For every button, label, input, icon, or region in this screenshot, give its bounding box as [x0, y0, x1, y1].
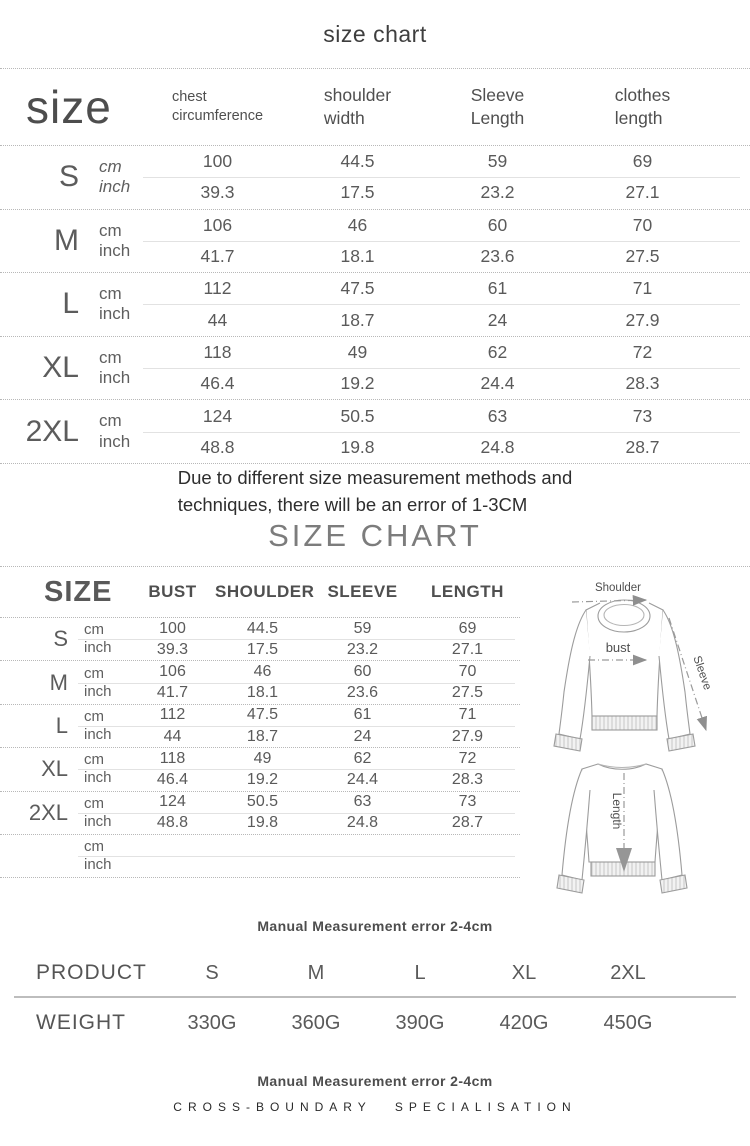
tolerance-note-line2: techniques, there will be an error of 1-3CM — [177, 494, 528, 515]
cm-value: 44.5 — [246, 619, 279, 637]
inch-value: 28.7 — [625, 436, 660, 457]
size-row-s — [0, 146, 750, 210]
sweater-diagram-svg — [542, 570, 750, 915]
size-table-secondary — [0, 567, 520, 878]
inch-value: 46.4 — [156, 770, 189, 788]
product-weight: 450G — [603, 1011, 653, 1034]
size-row-l — [0, 273, 750, 337]
product-size: XL — [511, 961, 537, 984]
cm-value: 62 — [487, 341, 508, 362]
size-label: 2XL — [25, 414, 79, 448]
size-label — [0, 835, 80, 877]
column-header-length: LENGTH — [431, 582, 504, 601]
cm-value: 73 — [458, 793, 477, 811]
cm-value: 60 — [487, 214, 508, 235]
tolerance-note-line1: Due to different size measurement methods and — [177, 467, 573, 488]
inch-value: 23.6 — [346, 684, 379, 702]
cm-value: 69 — [458, 619, 477, 637]
inch-value: 44 — [163, 727, 182, 745]
size-row-xl — [0, 337, 750, 401]
product-weight: 390G — [395, 1011, 445, 1034]
inch-value: 24.4 — [346, 770, 379, 788]
cm-value: 61 — [487, 278, 508, 299]
inch-value: 23.2 — [346, 640, 379, 658]
size-label: S — [53, 626, 68, 652]
cm-value: 106 — [159, 662, 186, 680]
cm-value: 71 — [632, 278, 653, 299]
unit-inch-label: inch — [84, 812, 112, 830]
inch-value — [415, 856, 520, 877]
cm-value: 44.5 — [340, 151, 375, 172]
column-header-shoulder: SHOULDER — [215, 582, 315, 601]
unit-cm-label: cm — [84, 621, 104, 639]
cm-value: 71 — [458, 706, 477, 724]
inch-value: 19.2 — [340, 373, 375, 394]
unit-cm-label: cm — [84, 664, 104, 682]
inch-value: 27.1 — [451, 640, 484, 658]
inch-value: 41.7 — [156, 684, 189, 702]
inch-value: 24 — [353, 727, 372, 745]
measurement-note-footer: Manual Measurement error 2-4cm — [257, 1073, 493, 1089]
inch-value: 18.1 — [246, 684, 279, 702]
inch-value — [130, 856, 215, 877]
cm-value: 46 — [347, 214, 368, 235]
product-row — [0, 950, 750, 996]
column-header-bust: BUST — [148, 582, 197, 601]
cm-inch-divider — [143, 177, 740, 178]
product-size: L — [414, 961, 426, 984]
inch-value: 23.2 — [480, 182, 515, 203]
inch-value: 41.7 — [200, 246, 235, 267]
inch-value: 27.9 — [625, 309, 660, 330]
unit-labels — [95, 210, 145, 273]
cm-value: 124 — [202, 405, 233, 426]
column-header-length: clothes length — [614, 85, 671, 128]
product-size: 2XL — [610, 961, 646, 984]
inch-value: 28.3 — [451, 770, 484, 788]
cm-value — [415, 835, 520, 856]
cm-inch-divider — [143, 304, 740, 305]
unit-inch-label: inch — [99, 304, 131, 324]
cm-value: 49 — [347, 341, 368, 362]
cm-value: 69 — [632, 151, 653, 172]
cm-value: 61 — [353, 706, 372, 724]
inch-value: 24.8 — [346, 814, 379, 832]
size-row-2xl — [0, 400, 750, 464]
cm-value: 59 — [353, 619, 372, 637]
inch-value: 17.5 — [246, 640, 279, 658]
cm-value: 62 — [353, 749, 372, 767]
inch-value: 19.8 — [340, 436, 375, 457]
unit-labels — [95, 400, 145, 463]
sweater-front-outline — [554, 600, 695, 751]
size-table-primary-header — [0, 68, 750, 146]
column-header-sleeve: Sleeve Length — [470, 85, 525, 128]
unit-cm-label: cm — [84, 751, 104, 769]
size-row-empty — [0, 835, 520, 878]
inch-value: 27.9 — [451, 727, 484, 745]
product-size: S — [205, 961, 219, 984]
unit-inch-label: inch — [99, 368, 131, 388]
unit-inch-label: inch — [84, 682, 112, 700]
unit-cm-label: cm — [99, 284, 122, 304]
size-label: M — [54, 223, 79, 257]
inch-value: 44 — [207, 309, 228, 330]
cm-value: 50.5 — [340, 405, 375, 426]
sleeve-label: Sleeve — [690, 654, 714, 692]
unit-inch-label: inch — [84, 725, 112, 743]
column-header-shoulder: shoulder width — [323, 85, 392, 128]
size-row-s — [0, 618, 520, 661]
cm-value: 47.5 — [246, 706, 279, 724]
cm-value: 70 — [458, 662, 477, 680]
unit-cm-label: cm — [99, 156, 122, 176]
size-row-m — [0, 210, 750, 274]
cm-value: 118 — [159, 749, 186, 767]
inch-value: 28.3 — [625, 373, 660, 394]
inch-value: 18.7 — [340, 309, 375, 330]
shoulder-arrow — [572, 582, 646, 602]
inch-value: 27.1 — [625, 182, 660, 203]
cm-value: 118 — [203, 341, 232, 362]
cm-value: 100 — [202, 151, 233, 172]
length-label: Length — [610, 792, 624, 830]
inch-value: 27.5 — [625, 246, 660, 267]
cm-value: 46 — [253, 662, 272, 680]
product-weight: 360G — [291, 1011, 341, 1034]
cm-inch-divider — [143, 241, 740, 242]
cm-value: 70 — [632, 214, 653, 235]
size-label: L — [55, 712, 68, 738]
unit-cm-label: cm — [99, 220, 122, 240]
inch-value: 48.8 — [200, 436, 235, 457]
size-table-secondary-header — [0, 567, 520, 618]
product-row-label: PRODUCT — [36, 961, 147, 984]
inch-value: 46.4 — [200, 373, 235, 394]
unit-cm-label: cm — [84, 707, 104, 725]
size-table-primary — [0, 68, 750, 464]
size-label: XL — [41, 756, 68, 782]
cm-value: 106 — [202, 214, 233, 235]
brand-tagline: CROSS-BOUNDARY SPECIALISATION — [173, 1100, 577, 1114]
inch-value — [310, 856, 415, 877]
cm-value: 112 — [203, 278, 232, 299]
inch-value — [215, 856, 310, 877]
unit-inch-label: inch — [99, 431, 131, 451]
unit-labels — [95, 146, 145, 209]
product-weight: 330G — [187, 1011, 237, 1034]
unit-cm-label: cm — [99, 347, 122, 367]
measurement-note: Manual Measurement error 2-4cm — [257, 918, 493, 934]
inch-value: 48.8 — [156, 814, 189, 832]
unit-cm-label: cm — [84, 838, 104, 856]
cm-value — [310, 835, 415, 856]
inch-value: 23.6 — [480, 246, 515, 267]
bust-label: bust — [605, 640, 631, 655]
table1-corner-label: size — [26, 80, 112, 133]
inch-value: 24.8 — [480, 436, 515, 457]
cm-value: 73 — [632, 405, 653, 426]
unit-labels — [95, 337, 145, 400]
unit-inch-label: inch — [84, 856, 112, 874]
sweater-measurement-diagram — [542, 570, 750, 915]
section2-title: SIZE CHART — [268, 518, 482, 553]
tolerance-note — [0, 464, 750, 518]
column-header-sleeve: SLEEVE — [327, 582, 398, 601]
cm-value: 60 — [353, 662, 372, 680]
size-row-m — [0, 661, 520, 704]
unit-inch-label: inch — [99, 177, 131, 197]
cm-value: 72 — [458, 749, 477, 767]
size-label: M — [49, 669, 68, 695]
size-label: S — [58, 160, 79, 194]
cm-inch-divider — [143, 432, 740, 433]
cm-inch-divider — [78, 683, 515, 684]
unit-cm-label: cm — [99, 411, 122, 431]
inch-value: 18.7 — [246, 727, 279, 745]
inch-value: 17.5 — [340, 182, 375, 203]
cm-inch-divider — [143, 368, 740, 369]
cm-value: 49 — [253, 749, 272, 767]
unit-inch-label: inch — [84, 639, 112, 657]
inch-value: 24.4 — [480, 373, 515, 394]
inch-value: 28.7 — [451, 814, 484, 832]
cm-value — [130, 835, 215, 856]
cm-value: 47.5 — [340, 278, 375, 299]
size-table-secondary-rows — [0, 618, 520, 878]
inch-value: 24 — [487, 309, 508, 330]
unit-inch-label: inch — [84, 769, 112, 787]
size-label: XL — [42, 351, 79, 385]
weight-table — [0, 950, 750, 1048]
inch-value: 18.1 — [340, 246, 375, 267]
cm-value: 112 — [159, 706, 186, 724]
cm-value: 50.5 — [246, 793, 279, 811]
cm-inch-divider — [78, 813, 515, 814]
weight-row — [0, 998, 750, 1048]
product-size: M — [307, 961, 325, 984]
cm-inch-divider — [78, 769, 515, 770]
size-row-xl — [0, 748, 520, 791]
cm-value: 63 — [487, 405, 508, 426]
cm-value: 100 — [159, 619, 186, 637]
size-table-primary-rows — [0, 146, 750, 464]
cm-inch-divider — [78, 856, 515, 857]
header — [0, 0, 750, 69]
product-weight: 420G — [499, 1011, 549, 1034]
inch-value: 19.8 — [246, 814, 279, 832]
size-label: L — [62, 287, 79, 321]
unit-cm-label: cm — [84, 794, 104, 812]
size-row-2xl — [0, 792, 520, 835]
inch-value: 19.2 — [246, 770, 279, 788]
cm-inch-divider — [78, 726, 515, 727]
weight-row-label: WEIGHT — [36, 1011, 126, 1034]
page-title: size chart — [323, 20, 427, 47]
cm-value: 72 — [632, 341, 653, 362]
inch-value: 39.3 — [156, 640, 189, 658]
unit-inch-label: inch — [99, 240, 131, 260]
table2-corner-label: SIZE — [44, 575, 113, 608]
column-header-chest: chest circumference — [171, 88, 264, 124]
shoulder-label: Shoulder — [594, 582, 642, 594]
inch-value: 39.3 — [200, 182, 235, 203]
cm-value: 63 — [353, 793, 372, 811]
size-label: 2XL — [28, 799, 68, 825]
unit-labels — [95, 273, 145, 336]
cm-inch-divider — [78, 639, 515, 640]
cm-value: 59 — [487, 151, 508, 172]
inch-value: 27.5 — [451, 684, 484, 702]
cm-value: 124 — [159, 793, 186, 811]
size-row-l — [0, 705, 520, 748]
cm-value — [215, 835, 310, 856]
